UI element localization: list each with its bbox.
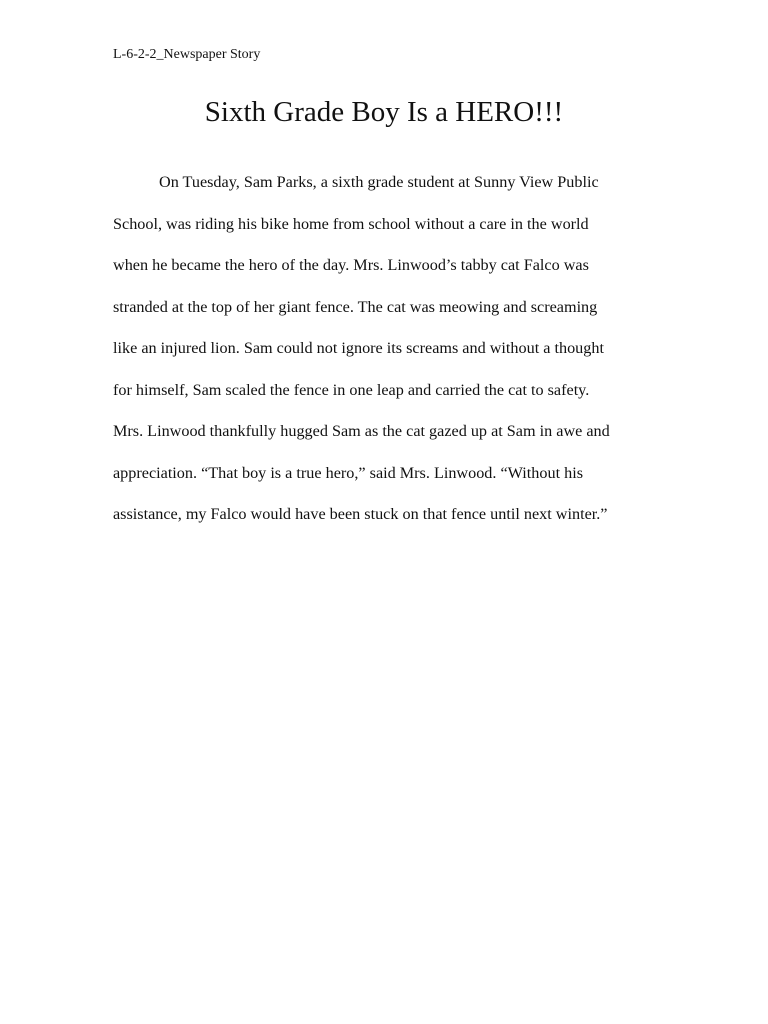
paragraph-line: like an injured lion. Sam could not ignore its screams and without a thought <box>113 339 604 357</box>
paragraph-line: appreciation. “That boy is a true hero,” said Mrs. Linwood. “Without his <box>113 463 584 482</box>
document-title: Sixth Grade Boy Is a HERO!!! <box>204 96 564 128</box>
paragraph-line: Mrs. Linwood thankfully hugged Sam as the cat gazed up at Sam in awe and <box>113 422 610 440</box>
document-header-label: L-6-2-2_Newspaper Story <box>113 47 261 62</box>
story-paragraph <box>113 162 673 536</box>
paragraph-line: for himself, Sam scaled the fence in one leap and carried the cat to safety. <box>113 380 590 399</box>
paragraph-line: when he became the hero of the day. Mrs. Linwood’s tabby cat Falco was <box>113 256 589 274</box>
paragraph-line: assistance, my Falco would have been stuck on that fence until next winter.” <box>113 505 608 523</box>
paragraph-line: stranded at the top of her giant fence. The cat was meowing and screaming <box>113 297 598 316</box>
paragraph-line: On Tuesday, Sam Parks, a sixth grade student at Sunny View Public <box>159 173 599 191</box>
paragraph-line: School, was riding his bike home from school without a care in the world <box>113 214 589 233</box>
